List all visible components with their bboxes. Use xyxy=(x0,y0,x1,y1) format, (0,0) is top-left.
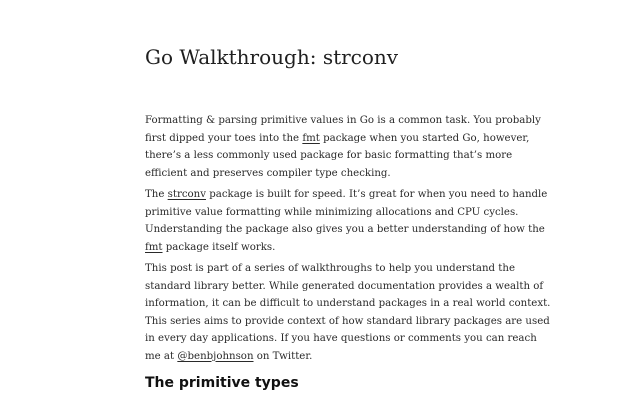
paragraph-text: on Twitter. xyxy=(253,350,313,362)
paragraph-line xyxy=(145,348,497,366)
strconv-paragraph xyxy=(145,186,548,256)
twitter-handle-link[interactable]: @benbjohnson xyxy=(177,350,254,362)
paragraph-text: package itself works. xyxy=(162,241,276,253)
section-heading-primitive-types: The primitive types xyxy=(145,375,299,391)
fmt-package-link[interactable]: fmt xyxy=(302,132,320,144)
paragraph-line xyxy=(145,239,497,257)
paragraph-text: me at xyxy=(145,350,178,362)
paragraph-text: package is built for speed. It’s great for when you need to handle xyxy=(205,189,548,200)
paragraph-line: there’s a less commonly used package for basic formatting that’s more xyxy=(145,150,513,161)
strconv-package-link[interactable]: strconv xyxy=(167,189,206,200)
paragraph-text: The xyxy=(145,189,168,200)
fmt-package-link-2[interactable]: fmt xyxy=(145,241,163,253)
paragraph-line: Formatting & parsing primitive values in Go is a common task. You probably xyxy=(145,115,541,126)
paragraph-line: efficient and preserves compiler type checking. xyxy=(145,167,391,179)
paragraph-line: This post is part of a series of walkthroughs to help you understand the xyxy=(145,263,515,274)
page-title: Go Walkthrough: strconv xyxy=(145,45,399,69)
paragraph-line: information, it can be difficult to understand packages in a real world context. xyxy=(145,298,551,309)
paragraph-text: package when you started Go, however, xyxy=(319,132,530,144)
series-paragraph xyxy=(145,260,551,365)
paragraph-text: first dipped your toes into the xyxy=(145,132,303,144)
paragraph-line xyxy=(145,130,530,148)
paragraph-line: primitive value formatting while minimizing allocations and CPU cycles. xyxy=(145,206,519,218)
paragraph-line: standard library better. While generated documentation provides a wealth of xyxy=(145,280,544,292)
paragraph-line: This series aims to provide context of how standard library packages are used xyxy=(145,315,550,327)
paragraph-line: in every day applications. If you have questions or comments you can reach xyxy=(145,333,537,344)
paragraph-line: Understanding the package also gives you a better understanding of how the xyxy=(145,224,545,235)
paragraph-line xyxy=(145,186,548,204)
intro-paragraph xyxy=(145,112,541,182)
